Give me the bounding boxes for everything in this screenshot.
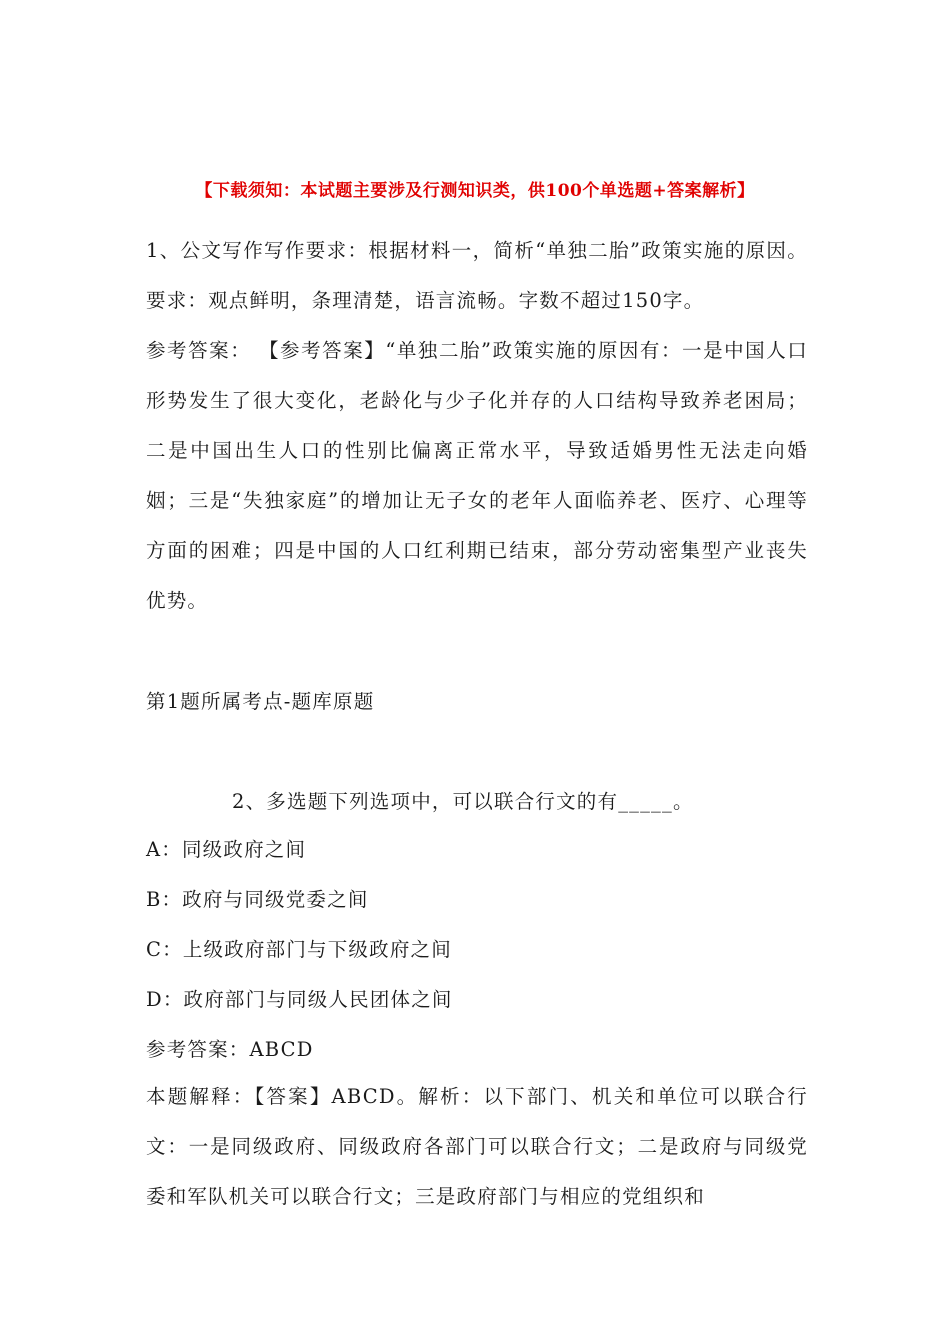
download-notice: 【下载须知：本试题主要涉及行测知识类，供100个单选题+答案解析】 [195,181,755,201]
question-2-explanation-text: 本题解释：【答案】ABCD。解析：以下部门、机关和单位可以联合行文：一是同级政府、同级政府各部门可以联合行文；二是政府与同级党委和军队机关可以联合行文；三是政府部门与相应的党组织和 [146,1085,808,1208]
option-b: B：政府与同级党委之间 [146,888,369,911]
option-c: C：上级政府部门与下级政府之间 [146,938,452,961]
question-1-text: 1、公文写作写作要求：根据材料一，简析“单独二胎”政策实施的原因。要求：观点鲜明，条理清楚，语言流畅。字数不超过150字。 [146,239,808,312]
question-1-knowledge-point: 第1题所属考点-题库原题 [146,690,375,713]
option-a: A：同级政府之间 [146,838,307,861]
question-2-answer: 参考答案：ABCD [146,1038,314,1061]
question-1 [146,226,808,626]
question-2-explanation [146,1072,808,1222]
question-1-answer: 参考答案： 【参考答案】“单独二胎”政策实施的原因有：一是中国人口形势发生了很大变化，老龄化与少子化并存的人口结构导致养老困局；二是中国出生人口的性别比偏离正常水平，导致适婚男性无法走向婚姻；三是“失独家庭”的增加让无子女的老年人面临养老、医疗、心理等方面的困难；四是中国的人口红利期已结束，部分劳动密集型产业丧失优势。 [146,339,808,612]
option-d: D：政府部门与同级人民团体之间 [146,988,453,1011]
question-2-stem: 2、多选题下列选项中，可以联合行文的有_____。 [232,790,694,813]
